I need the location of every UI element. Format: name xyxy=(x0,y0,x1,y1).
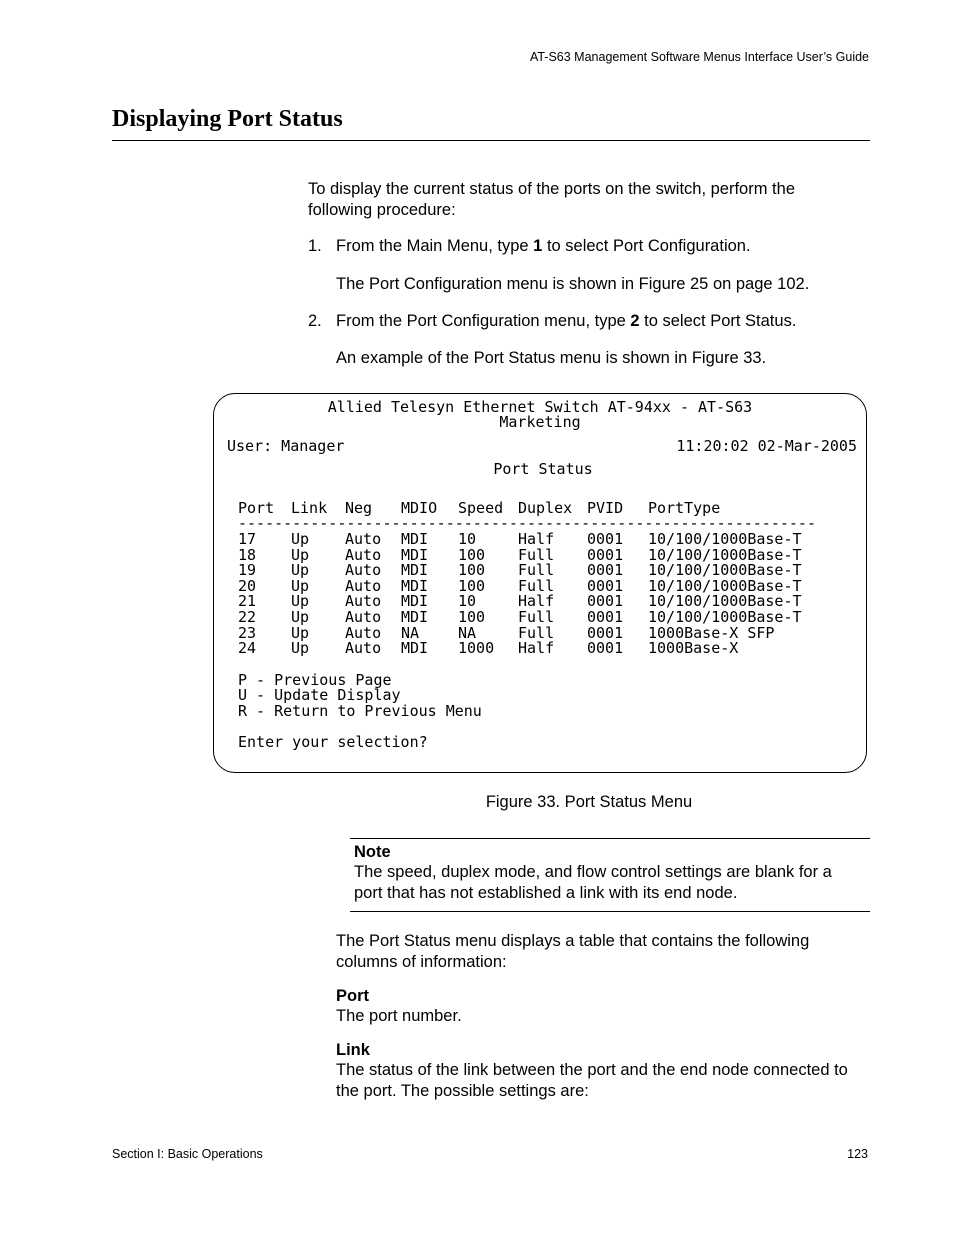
table-cell: Up xyxy=(291,561,310,580)
table-cell: 17 xyxy=(238,530,257,548)
definition-description: The status of the link between the port and the end node connected to the port. The possible settings are: xyxy=(336,1061,848,1100)
note-top-rule xyxy=(350,838,870,839)
step-2-note: An example of the Port Status menu is shown in Figure 33. xyxy=(336,349,767,367)
column-header: Speed xyxy=(458,499,504,517)
table-separator: ---------------------------------------------------------------- xyxy=(238,516,816,532)
table-cell: Up xyxy=(291,530,310,548)
step-1-note: The Port Configuration menu is shown in Figure 25 on page 102. xyxy=(336,275,810,293)
definition-term: Link xyxy=(336,1041,370,1059)
table-cell: Up xyxy=(291,608,310,626)
table-cell: MDI xyxy=(401,530,429,548)
table-cell: 100 xyxy=(458,608,486,626)
selection-prompt: Enter your selection? xyxy=(238,733,428,751)
table-cell: 10/100/1000Base-T xyxy=(648,576,802,595)
body-paragraph: The Port Status menu displays a table that contains the following columns of information: xyxy=(336,932,810,971)
table-cell: 24 xyxy=(238,639,257,658)
table-cell: Auto xyxy=(345,530,382,548)
step-number: 1. xyxy=(308,237,322,255)
column-header: MDIO xyxy=(401,499,438,517)
menu-option: U - Update Display xyxy=(238,686,401,704)
note-label: Note xyxy=(354,843,391,861)
table-cell: Half xyxy=(518,639,555,658)
table-cell: Auto xyxy=(345,608,382,626)
table-cell: 0001 xyxy=(587,623,624,642)
step-1-text: From the Main Menu, type 1 to select Port Configuration. xyxy=(336,237,751,255)
table-cell: Half xyxy=(518,530,555,548)
table-cell: MDI xyxy=(401,576,429,595)
table-cell: Up xyxy=(291,545,310,564)
note-text: The speed, duplex mode, and flow control settings are blank for a port that has not established a link with its end node. xyxy=(354,863,832,902)
table-cell: 10 xyxy=(458,592,477,611)
table-cell: MDI xyxy=(401,639,429,658)
table-cell: MDI xyxy=(401,561,429,580)
table-cell: MDI xyxy=(401,592,429,611)
table-cell: 21 xyxy=(238,592,257,611)
screen-datetime: 11:20:02 02-Mar-2005 xyxy=(676,437,857,455)
table-cell: Up xyxy=(291,592,310,611)
column-header: Link xyxy=(291,499,328,517)
screen-menu-name: Port Status xyxy=(493,460,593,478)
table-cell: 1000Base-X SFP xyxy=(648,623,775,642)
table-cell: Auto xyxy=(345,623,382,642)
table-cell: MDI xyxy=(401,545,429,564)
table-cell: 23 xyxy=(238,623,257,642)
table-cell: 20 xyxy=(238,576,257,595)
table-cell: MDI xyxy=(401,608,429,626)
table-cell: 1000Base-X xyxy=(648,639,739,658)
step-2-text: From the Port Configuration menu, type 2 to select Port Status. xyxy=(336,312,797,330)
table-cell: Full xyxy=(518,608,555,626)
table-cell: Full xyxy=(518,561,555,580)
table-cell: 0001 xyxy=(587,576,624,595)
screen-subtitle: Marketing xyxy=(499,413,581,431)
table-cell: Auto xyxy=(345,561,382,580)
table-cell: Up xyxy=(291,639,310,658)
table-cell: Auto xyxy=(345,592,382,611)
screen-title: Allied Telesyn Ethernet Switch AT-94xx - AT-S63 xyxy=(327,398,753,416)
table-cell: Auto xyxy=(345,545,382,564)
column-header: Duplex xyxy=(518,499,573,517)
figure-caption: Figure 33. Port Status Menu xyxy=(485,793,693,811)
table-cell: Half xyxy=(518,592,555,611)
table-cell: 100 xyxy=(458,561,486,580)
column-header: Port xyxy=(238,499,275,517)
table-cell: 0001 xyxy=(587,639,624,658)
definition-description: The port number. xyxy=(336,1007,462,1025)
footer-section: Section I: Basic Operations xyxy=(112,1147,263,1161)
menu-option: R - Return to Previous Menu xyxy=(238,702,482,720)
table-cell: 100 xyxy=(458,545,486,564)
title-rule xyxy=(112,140,870,141)
table-cell: 22 xyxy=(238,608,257,626)
table-cell: Up xyxy=(291,623,310,642)
menu-option: P - Previous Page xyxy=(238,671,392,689)
definition-term: Port xyxy=(336,987,369,1005)
column-header: PVID xyxy=(587,499,624,517)
table-cell: Full xyxy=(518,623,555,642)
note-bottom-rule xyxy=(350,911,870,912)
table-cell: Full xyxy=(518,545,555,564)
section-title: Displaying Port Status xyxy=(112,106,343,132)
table-cell: 0001 xyxy=(587,545,624,564)
table-cell: 10 xyxy=(458,530,477,548)
step-2-key: 2 xyxy=(630,312,640,330)
table-cell: 10/100/1000Base-T xyxy=(648,545,802,564)
table-cell: 100 xyxy=(458,576,486,595)
table-cell: 1000 xyxy=(458,639,495,658)
table-cell: 0001 xyxy=(587,592,624,611)
table-cell: 0001 xyxy=(587,530,624,548)
table-cell: 19 xyxy=(238,561,257,580)
table-cell: 0001 xyxy=(587,608,624,626)
screen-user: User: Manager xyxy=(227,437,345,455)
page-number: 123 xyxy=(847,1147,868,1161)
table-cell: NA xyxy=(458,623,477,642)
column-header: Neg xyxy=(345,499,373,517)
table-cell: Up xyxy=(291,576,310,595)
step-1-key: 1 xyxy=(533,237,543,255)
table-cell: Auto xyxy=(345,576,382,595)
table-cell: Full xyxy=(518,576,555,595)
table-cell: 10/100/1000Base-T xyxy=(648,608,802,626)
running-header: AT-S63 Management Software Menus Interface User’s Guide xyxy=(529,50,869,64)
step-number: 2. xyxy=(308,312,322,330)
table-cell: Auto xyxy=(345,639,382,658)
table-cell: 0001 xyxy=(587,561,624,580)
table-cell: 10/100/1000Base-T xyxy=(648,530,802,548)
table-cell: NA xyxy=(401,623,420,642)
table-cell: 10/100/1000Base-T xyxy=(648,561,802,580)
intro-paragraph: To display the current status of the ports on the switch, perform the following procedure: xyxy=(308,180,795,219)
column-header: PortType xyxy=(648,499,721,517)
table-cell: 10/100/1000Base-T xyxy=(648,592,802,611)
table-cell: 18 xyxy=(238,545,257,564)
